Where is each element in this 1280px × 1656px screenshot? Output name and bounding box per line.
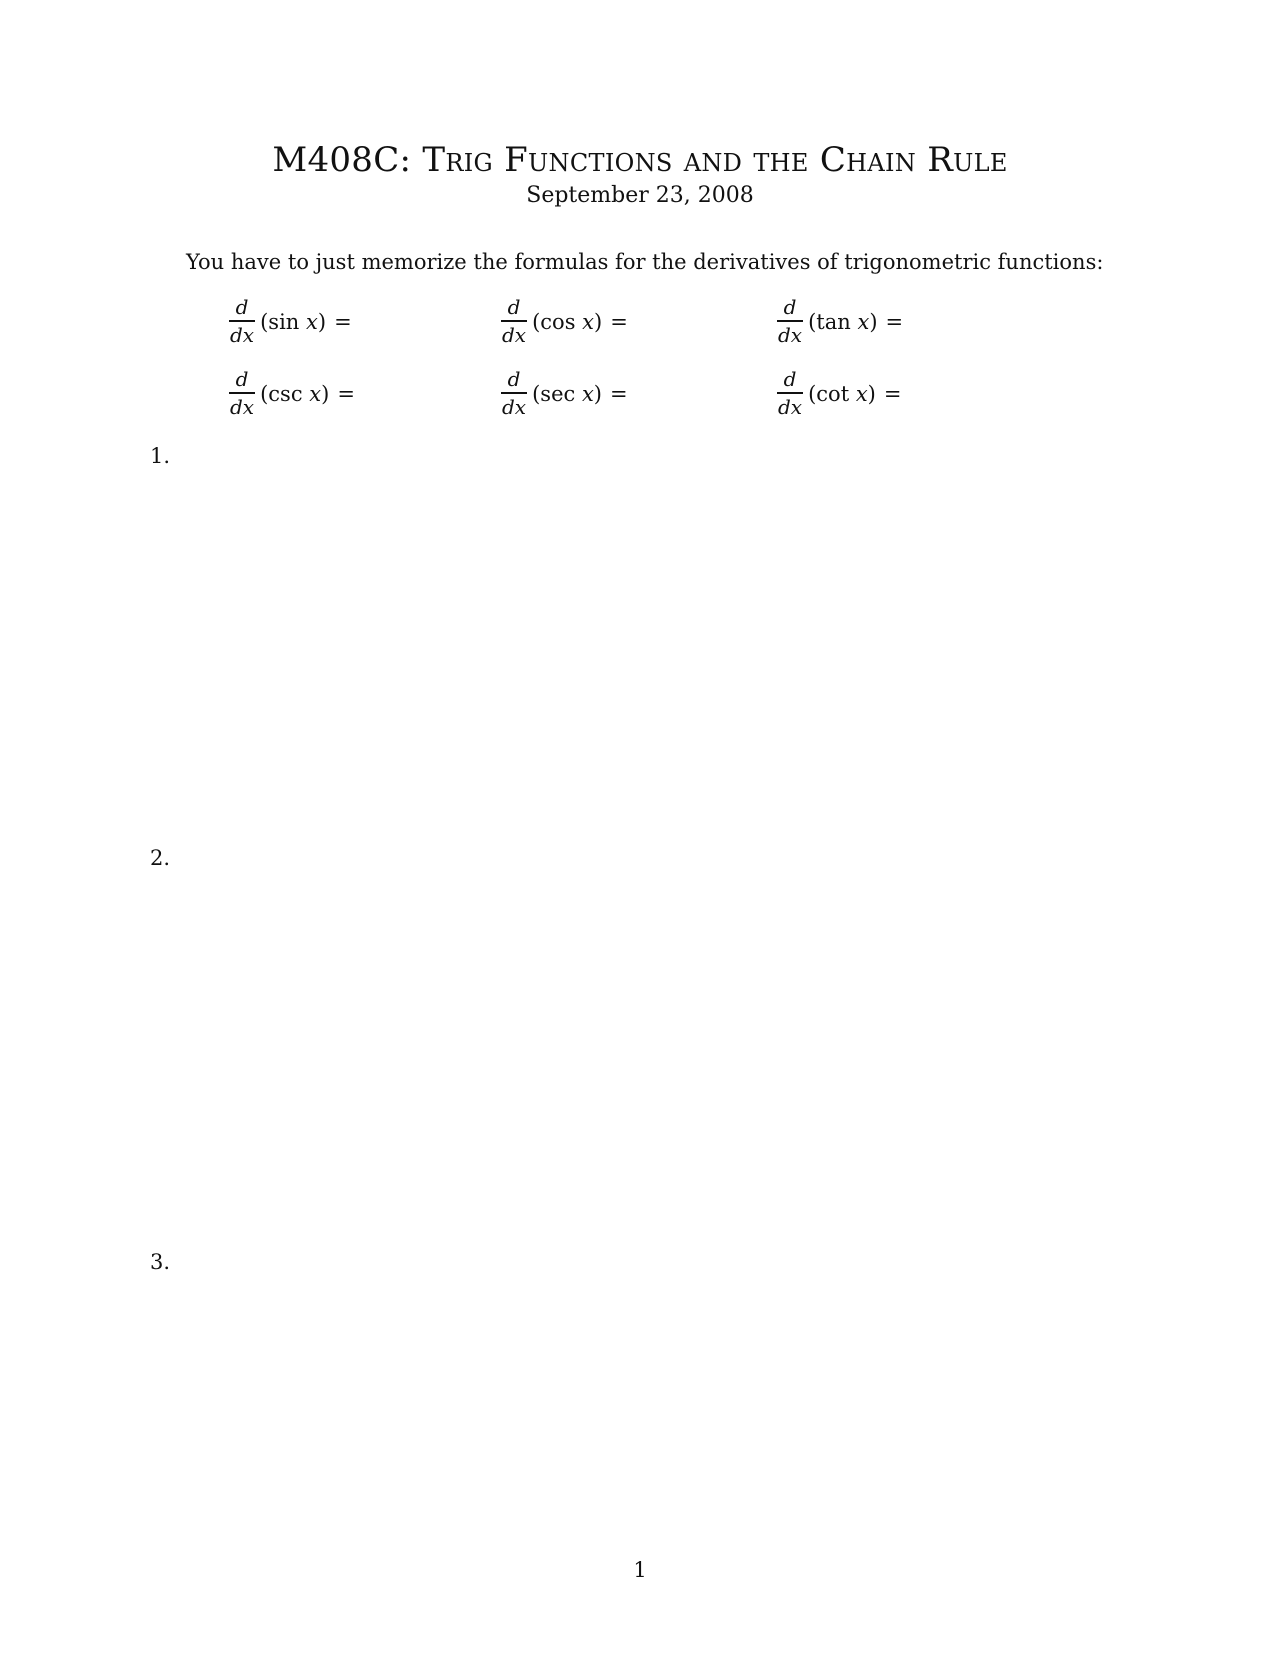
document-date: September 23, 2008 [526,183,754,208]
title-prefix: M408C: [272,140,423,180]
equals-sign: = [334,310,352,334]
derivative-denominator: dx [778,394,803,419]
derivative-operator [500,296,528,346]
title-word-chain: Chain [819,140,917,180]
derivative-operator [228,296,256,346]
formula-expression: (cos x) = [532,310,628,334]
formula-expression: (cot x) = [808,382,902,406]
derivative-operator [228,368,256,418]
equals-sign: = [610,382,628,406]
derivative-numerator: d [783,367,797,392]
title-word-and: and [683,140,743,180]
derivative-denominator: dx [230,394,255,419]
title-word-the: the [753,140,809,180]
page-number: 1 [633,1558,647,1582]
problem-number: 3. [150,1250,171,1274]
derivative-numerator: d [507,367,521,392]
derivative-denominator: dx [230,322,255,347]
formula-tan [776,292,903,350]
derivative-numerator: d [783,295,797,320]
title-word-functions: Functions [504,140,673,180]
function-variable: x [306,310,318,334]
title-word-rule: Rule [927,140,1008,180]
formula-expression: (csc x) = [260,382,355,406]
formula-expression: (sin x) = [260,310,352,334]
page-title [0,140,1280,180]
function-name: sin [268,310,300,334]
equals-sign: = [883,382,902,406]
function-variable: x [855,382,868,406]
title-word-trig: Trig [422,140,494,180]
fraction-bar [501,320,527,322]
formula-cot [776,364,901,422]
fraction-bar [501,392,527,394]
equals-sign: = [610,310,628,334]
formula-csc [228,364,355,422]
fraction-bar [229,320,255,322]
function-variable: x [309,382,322,406]
fraction-bar [229,392,255,394]
derivative-denominator: dx [778,322,803,347]
problem-number: 1. [150,444,171,468]
derivative-operator [500,368,528,418]
function-name: cos [540,310,576,334]
formula-sin [228,292,352,350]
equals-sign: = [885,310,904,334]
derivative-operator [776,368,804,418]
formula-expression: (sec x) = [532,382,628,406]
formula-sec [500,364,628,422]
derivative-numerator: d [507,295,521,320]
function-name: tan [816,310,851,334]
derivative-numerator: d [235,367,249,392]
derivative-numerator: d [235,295,249,320]
function-name: csc [268,382,303,406]
problem-number: 2. [150,846,171,870]
function-variable: x [582,310,595,334]
function-variable: x [581,382,594,406]
derivative-denominator: dx [502,394,527,419]
function-name: cot [816,382,850,406]
function-name: sec [540,382,576,406]
intro-paragraph: You have to just memorize the formulas for the derivatives of trigonometric functions: [186,250,1104,274]
derivative-operator [776,296,804,346]
formula-cos [500,292,628,350]
function-variable: x [857,310,870,334]
derivative-denominator: dx [502,322,527,347]
equals-sign: = [337,382,355,406]
formula-expression: (tan x) = [808,310,904,334]
fraction-bar [777,392,803,394]
fraction-bar [777,320,803,322]
